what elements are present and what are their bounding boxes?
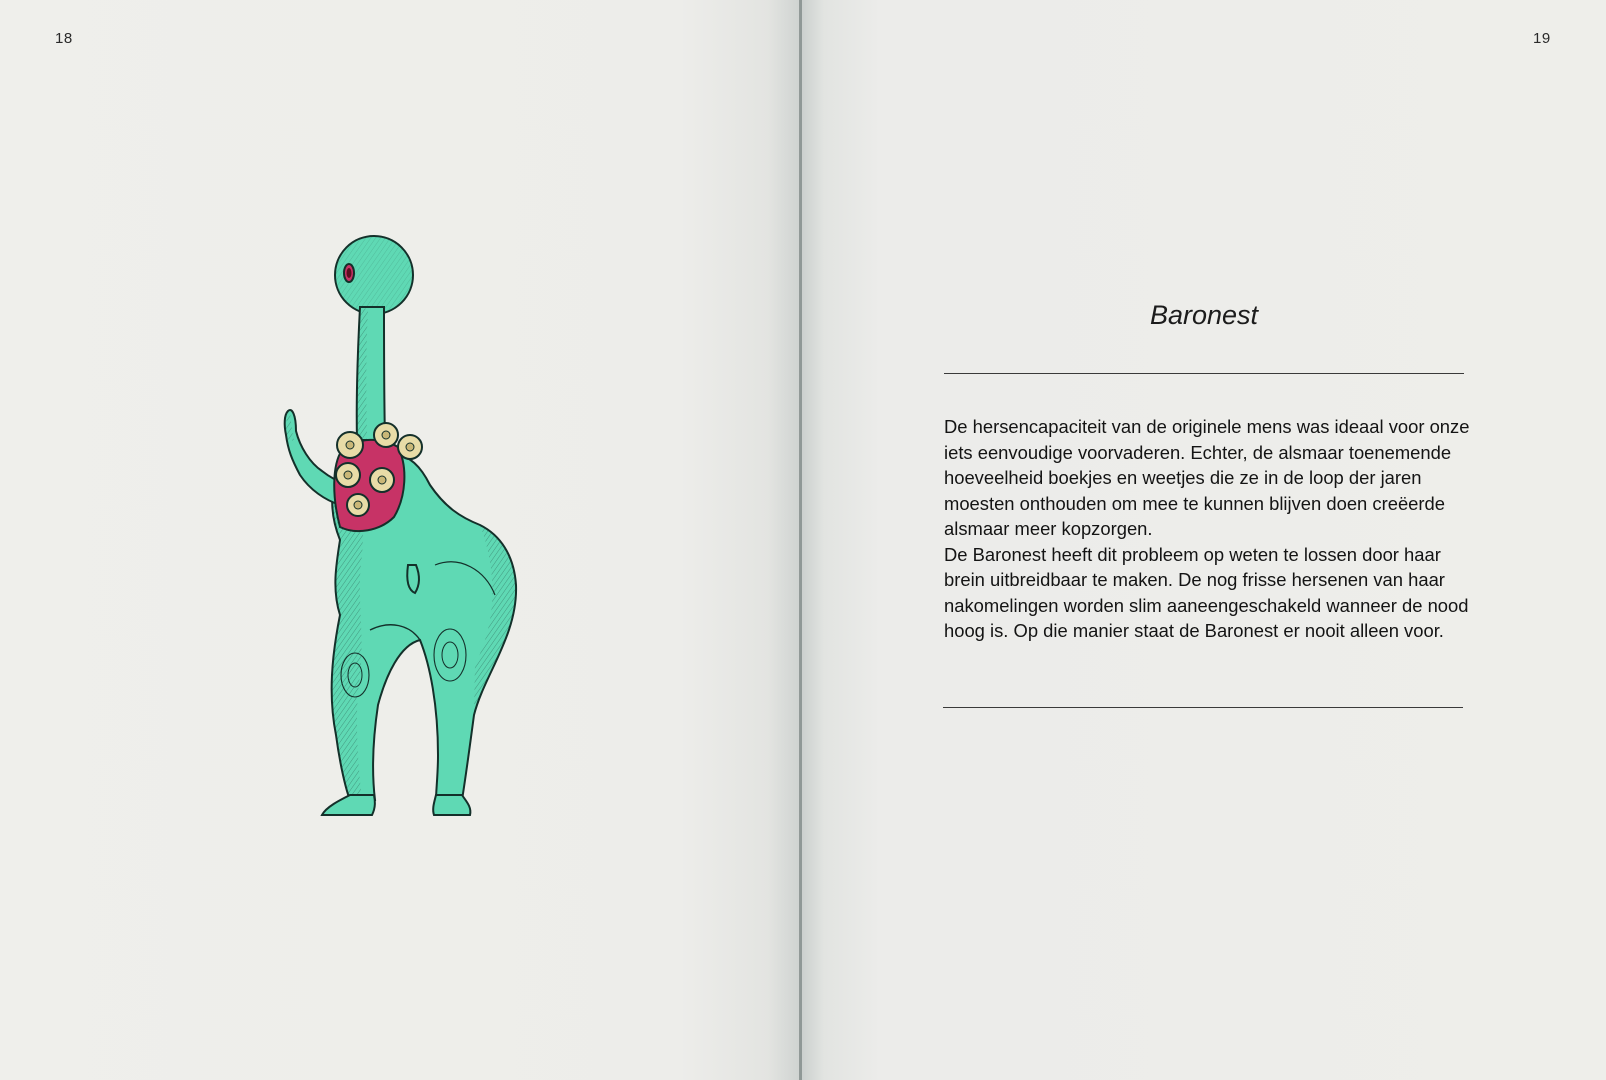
page-number-right: 19 [1533,30,1551,47]
entry-body [944,414,1474,644]
creature-illustration [270,235,540,840]
paragraph-2: De Baronest heeft dit probleem op weten te lossen door haar brein uitbreidbaar te maken. De nog frisse hersenen van haar nakomelingen worden slim aaneengeschakeld wanneer de nood hoog is. Op die manier staat de Baronest er nooit alleen voor. [944,543,1469,641]
page-number-left: 18 [55,30,73,47]
book-spine [799,0,802,1080]
entry-title: Baronest [1149,300,1259,330]
paragraph-1: De hersencapaciteit van de originele mens was ideaal voor onze iets eenvoudige voorvaderen. Echter, de alsmaar toenemende hoeveelheid boekjes en weetjes die ze in de loop der jaren moesten onthouden om mee te kunnen blijven doen creëerde alsmaar meer kopzorgen. [944,416,1470,539]
top-divider [944,373,1464,374]
bottom-divider [943,707,1463,708]
